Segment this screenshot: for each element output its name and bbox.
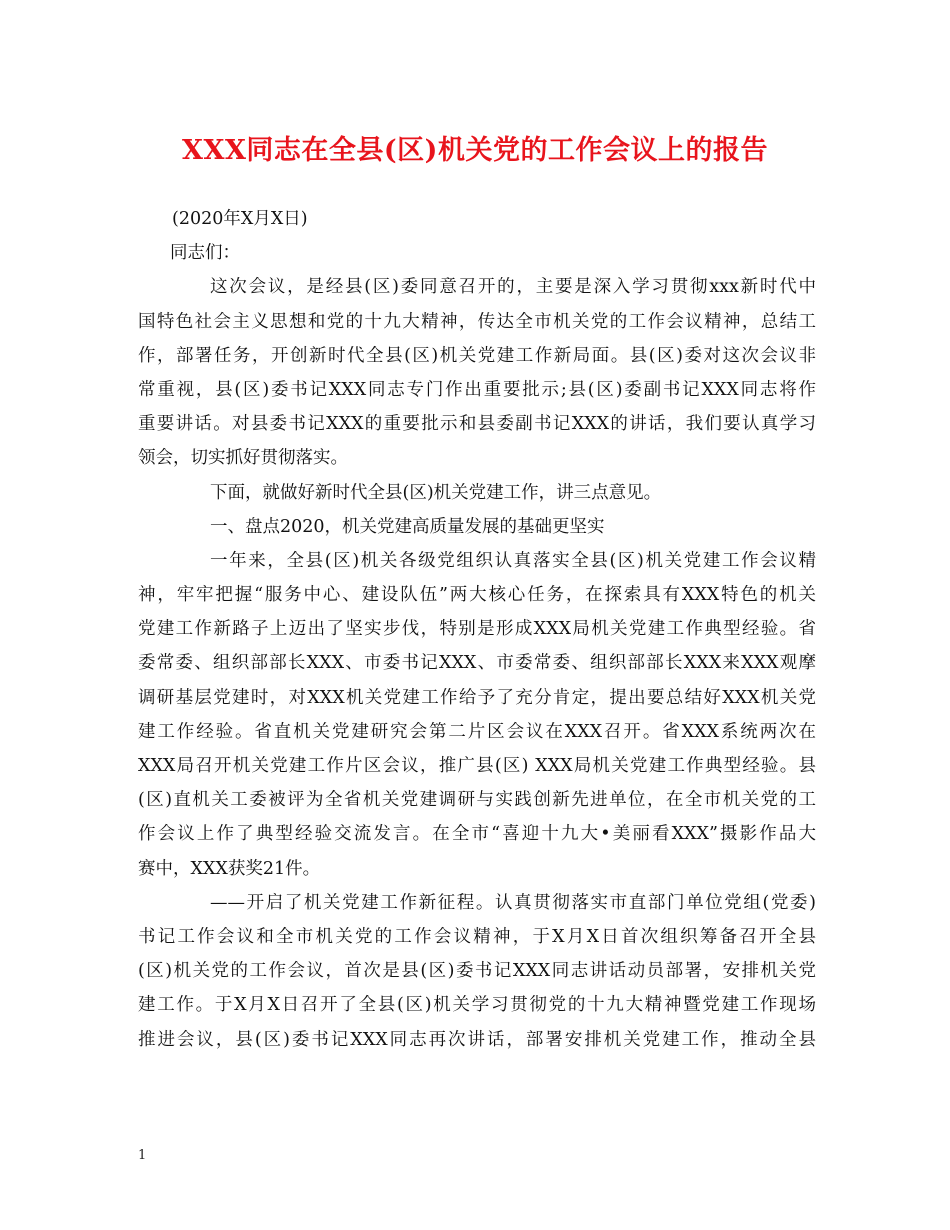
body-line: 一年来，全县(区)机关各级党组织认真落实全县(区)机关党建工作会议精	[210, 550, 816, 571]
body-line: XXX局召开机关党建工作片区会议，推广县(区) XXX局机关党建工作典型经验。县	[138, 756, 816, 776]
body-line: 赛中，XXX获奖21件。	[138, 858, 321, 879]
body-line: ——开启了机关党建工作新征程。认真贯彻落实市直部门单位党组(党委)	[210, 892, 816, 913]
body-line: 下面，就做好新时代全县(区)机关党建工作，讲三点意见。	[210, 482, 662, 503]
body-line: 作，部署任务，开创新时代全县(区)机关党建工作新局面。县(区)委对这次会议非	[138, 345, 816, 366]
body-line: 国特色社会主义思想和党的十九大精神，传达全市机关党的工作会议精神，总结工	[138, 311, 816, 332]
body-line: 重要讲话。对县委书记XXX的重要批示和县委副书记XXX的讲话，我们要认真学习	[138, 414, 816, 435]
body-line: 这次会议，是经县(区)委同意召开的，主要是深入学习贯彻xxx新时代中	[210, 277, 816, 298]
body-line: 推进会议，县(区)委书记XXX同志再次讲话，部署安排机关党建工作，推动全县	[138, 1029, 816, 1050]
body-line: 常重视，县(区)委书记XXX同志专门作出重要批示;县(区)委副书记XXX同志将作	[138, 379, 816, 400]
body-line: 建工作经验。省直机关党建研究会第二片区会议在XXX召开。省XXX系统两次在	[138, 721, 816, 742]
body-line: 书记工作会议和全市机关党的工作会议精神，于X月X日首次组织筹备召开全县	[138, 926, 816, 947]
body-line: 委常委、组织部部长XXX、市委书记XXX、市委常委、组织部部长XXX来XXX观摩	[138, 653, 816, 674]
document-salutation: 同志们：	[170, 243, 240, 264]
body-line: 党建工作新路子上迈出了坚实步伐，特别是形成XXX局机关党建工作典型经验。省	[138, 619, 816, 640]
document-body	[138, 202, 816, 1057]
body-line: 一、盘点2020，机关党建高质量发展的基础更坚实	[210, 516, 605, 537]
page-number: 1	[138, 1148, 147, 1163]
document-date: (2020年X月X日)	[172, 209, 308, 229]
body-line: 调研基层党建时，对XXX机关党建工作给予了充分肯定，提出要总结好XXX机关党	[138, 687, 816, 708]
body-line: (区)机关党的工作会议，首次是县(区)委书记XXX同志讲话动员部署，安排机关党	[138, 961, 816, 982]
document-title: XXX同志在全县(区)机关党的工作会议上的报告	[182, 135, 768, 166]
body-line: 作会议上作了典型经验交流发言。在全市“喜迎十九大•美丽看XXX”摄影作品大	[138, 824, 816, 845]
body-line: 神，牢牢把握“服务中心、建设队伍”两大核心任务，在探索具有XXX特色的机关	[138, 585, 816, 606]
body-line: (区)直机关工委被评为全省机关党建调研与实践创新先进单位，在全市机关党的工	[138, 790, 816, 811]
body-line: 领会，切实抓好贯彻落实。	[138, 448, 348, 469]
body-line: 建工作。于X月X日召开了全县(区)机关学习贯彻党的十九大精神暨党建工作现场	[138, 995, 816, 1016]
